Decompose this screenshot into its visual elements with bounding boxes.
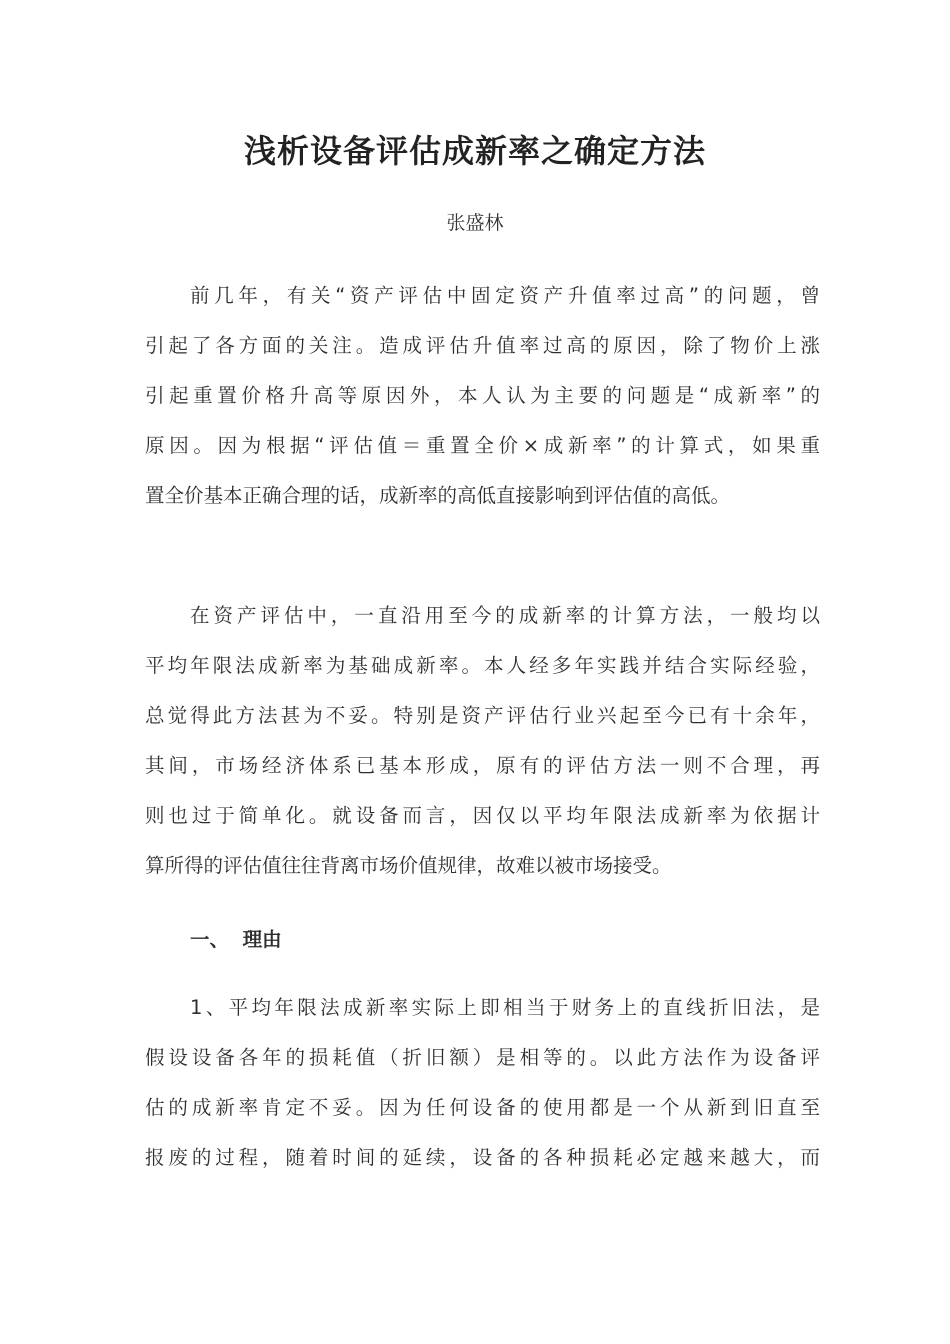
paragraph-2 — [145, 591, 820, 891]
section-heading: 一、 理由 — [190, 928, 282, 951]
paragraph-line: 引起了各方面的关注。造成评估升值率过高的原因，除了物价上涨 — [145, 334, 820, 357]
paragraph-line: 算所得的评估值往往背离市场价值规律，故难以被市场接受。 — [145, 854, 672, 877]
paragraph-line: 置全价基本正确合理的话，成新率的高低直接影响到评估值的高低。 — [145, 484, 731, 507]
document-title: 浅析设备评估成新率之确定方法 — [243, 132, 706, 170]
paragraph-line: 前几年，有关“资产评估中固定资产升值率过高”的问题，曾 — [190, 284, 820, 307]
paragraph-line: 其间，市场经济体系已基本形成，原有的评估方法一则不合理，再 — [145, 754, 820, 777]
paragraph-line: 原因。因为根据“评估值＝重置全价×成新率”的计算式，如果重 — [145, 434, 820, 457]
paragraph-3 — [145, 983, 820, 1183]
document-author: 张盛林 — [446, 212, 504, 234]
paragraph-line: 在资产评估中，一直沿用至今的成新率的计算方法，一般均以 — [190, 604, 820, 627]
paragraph-line: 假设设备各年的损耗值（折旧额）是相等的。以此方法作为设备评 — [145, 1046, 820, 1069]
paragraph-line: 则也过于简单化。就设备而言，因仅以平均年限法成新率为依据计 — [145, 804, 820, 827]
paragraph-line: 总觉得此方法甚为不妥。特别是资产评估行业兴起至今已有十余年， — [145, 704, 820, 727]
paragraph-line: 1、平均年限法成新率实际上即相当于财务上的直线折旧法，是 — [190, 996, 820, 1019]
paragraph-line: 平均年限法成新率为基础成新率。本人经多年实践并结合实际经验， — [145, 654, 820, 677]
paragraph-1 — [145, 271, 820, 521]
paragraph-line: 报废的过程，随着时间的延续，设备的各种损耗必定越来越大，而 — [145, 1146, 820, 1169]
paragraph-line: 估的成新率肯定不妥。因为任何设备的使用都是一个从新到旧直至 — [145, 1096, 820, 1119]
paragraph-line: 引起重置价格升高等原因外，本人认为主要的问题是“成新率”的 — [145, 384, 820, 407]
